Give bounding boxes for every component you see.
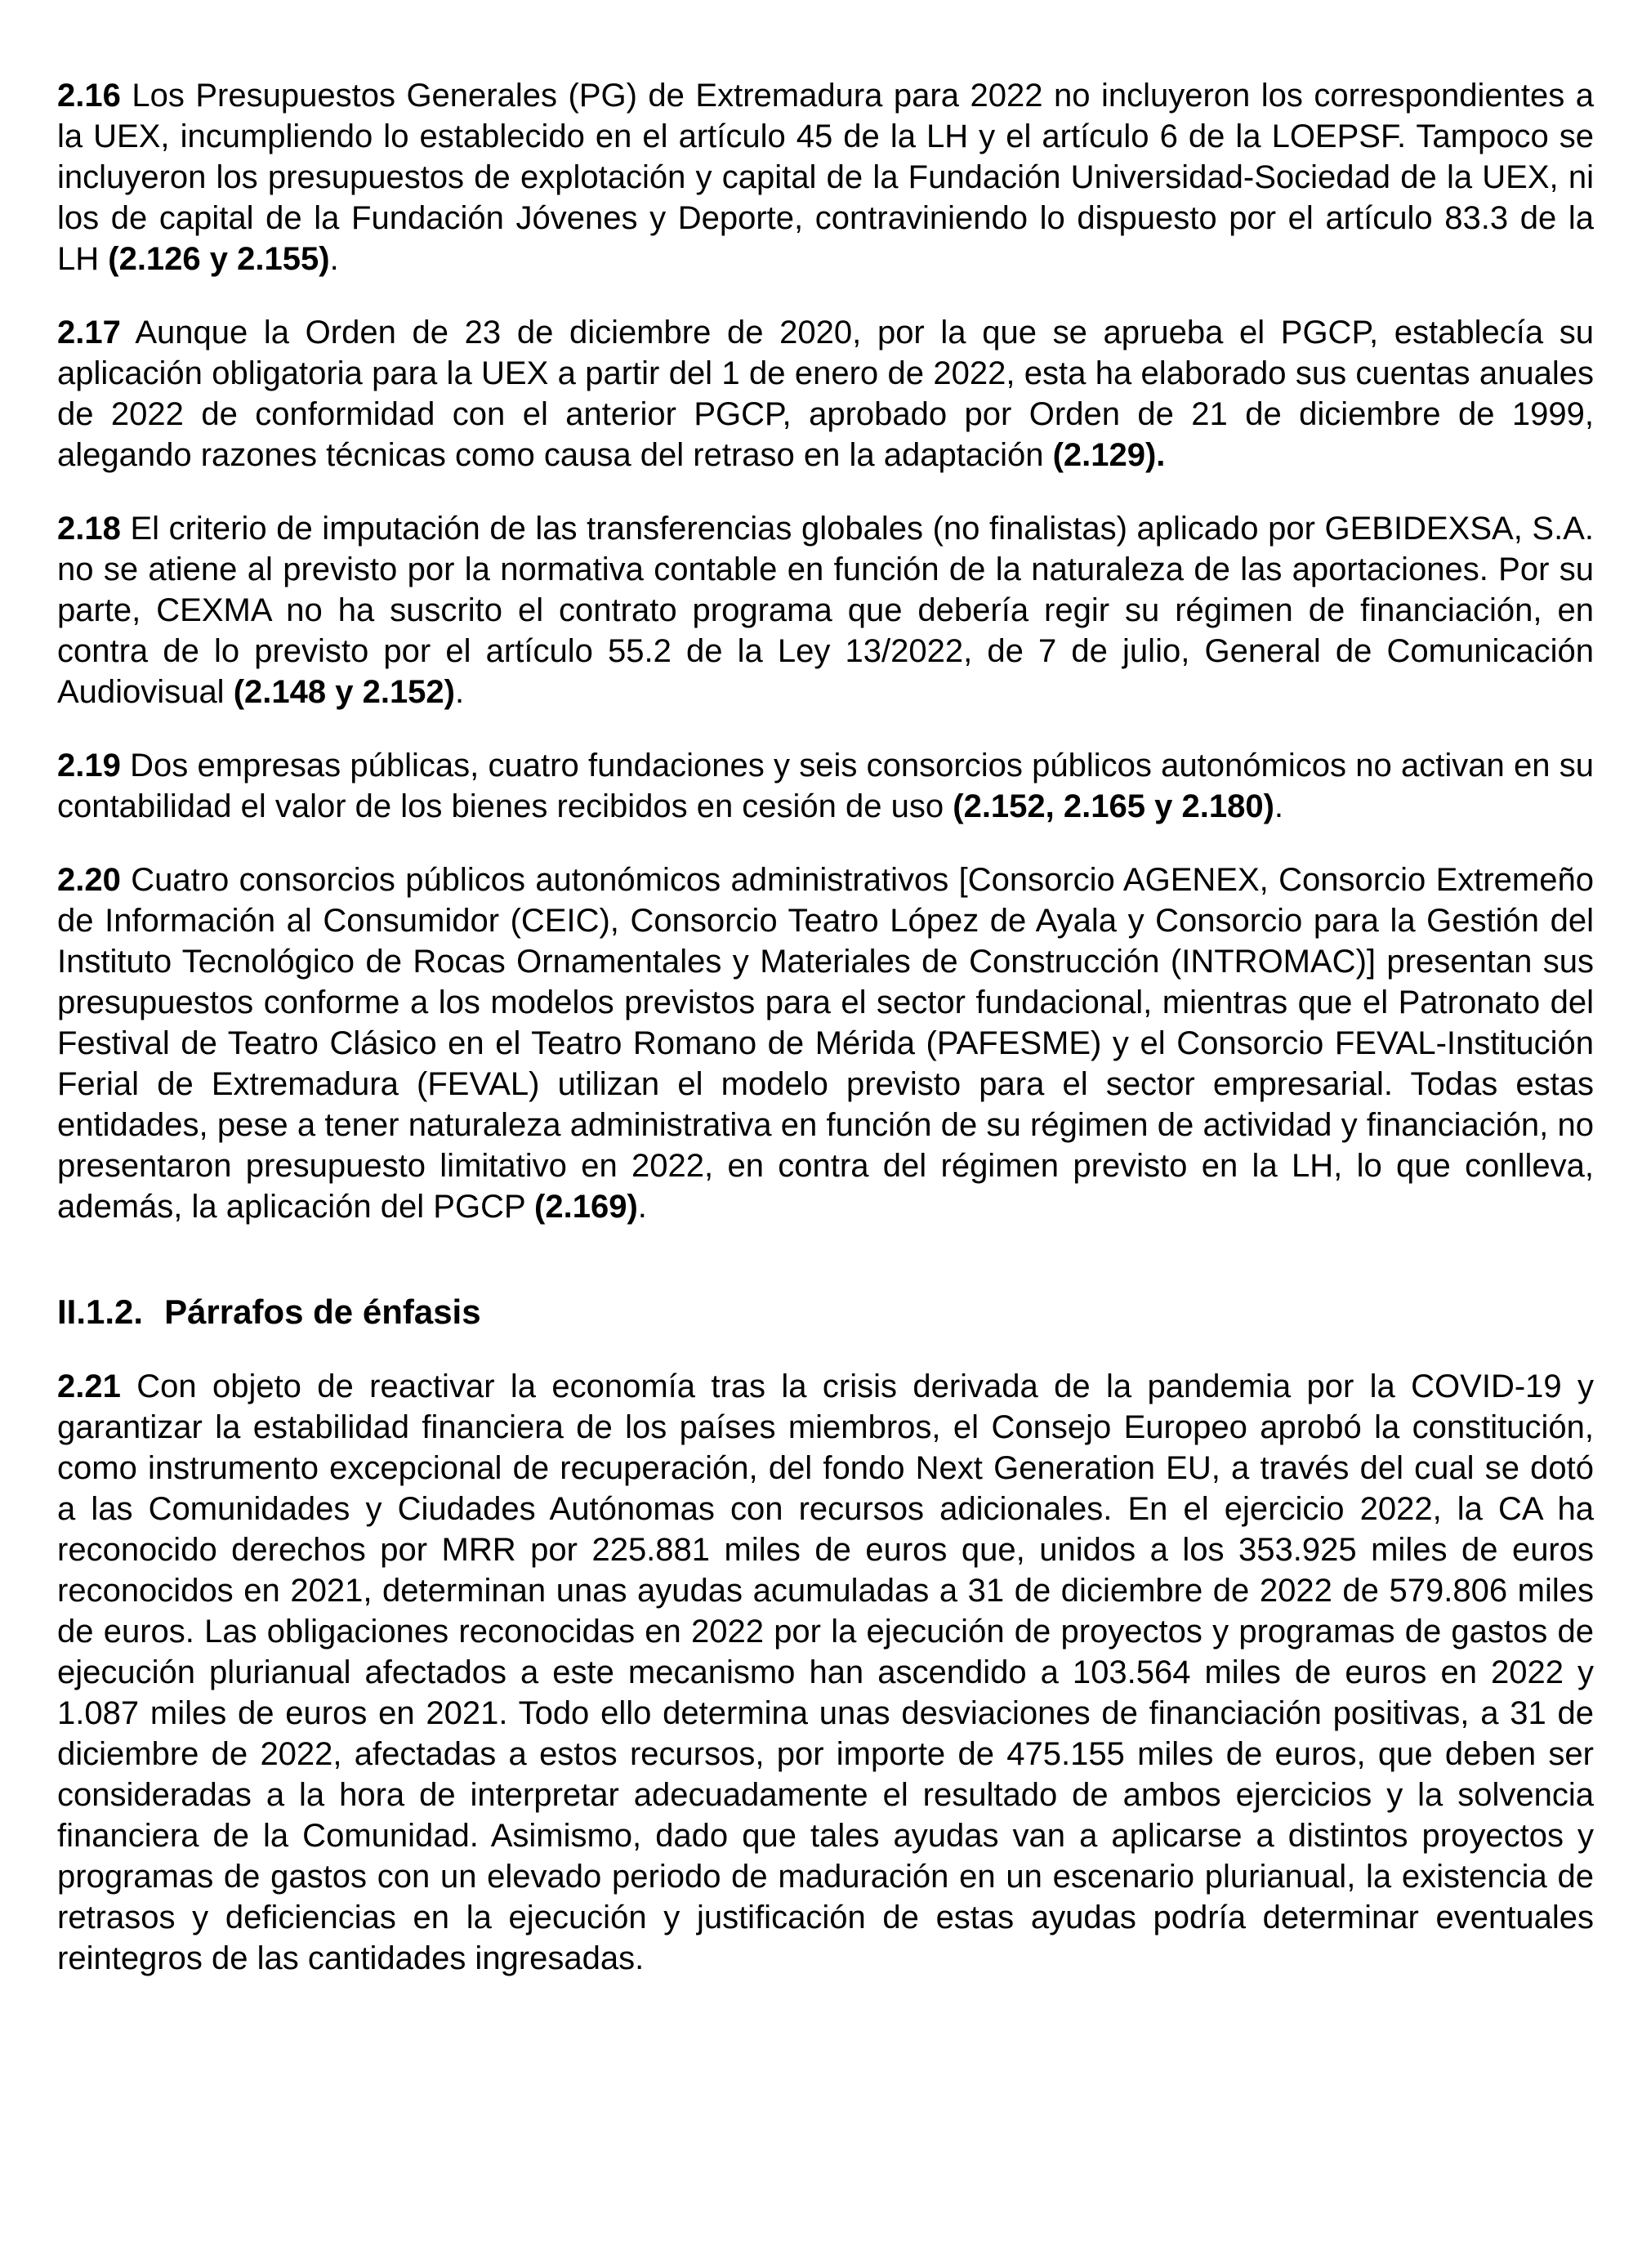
text-run: Con objeto de reactivar la economía tras la crisis derivada de la pandemia por la COVID-19 y garantizar la estabilidad financiera de los países miembros, el Consejo Europeo aprobó la constitución, como instrumento excepcional de recuperación, del fondo Next Generation EU, a través del cual se dotó a las Comunidades y Ciudades Autónomas con recursos adicionales. En el ejercicio 2022, la CA ha reconocido derechos por MRR por 225.881 miles de euros que, unidos a los 353.925 miles de euros reconocidos en 2021, determinan unas ayudas acumuladas a 31 de diciembre de 2022 de 579.806 miles de euros. Las obligaciones reconocidas en 2022 por la ejecución de proyectos y programas de gastos de ejecución plurianual afectados a este mecanismo han ascendido a 103.564 miles de euros en 2022 y 1.087 miles de euros en 2021. Todo ello determina unas desviaciones de financiación positivas, a 31 de diciembre de 2022, afectadas a estos recursos, por importe de 475.155 miles de euros, que deben ser consideradas a la hora de interpretar adecuadamente el resultado de ambos ejercicios y la solvencia financiera de la Comunidad. Asimismo, dado que tales ayudas van a aplicarse a distintos proyectos y programas de gastos con un elevado periodo de maduración en un escenario plurianual, la existencia de retrasos y deficiencias en la ejecución y justificación de estas ayudas podría determinar eventuales reintegros de las cantidades ingresadas.	[57, 1368, 1594, 1976]
text-run-bold: (2.129).	[1052, 437, 1166, 473]
text-run-bold: (2.148 y 2.152)	[233, 674, 455, 710]
text-run: Dos empresas públicas, cuatro fundaciones y seis consorcios públicos autonómicos no activan en su contabilidad el valor de los bienes recibidos en cesión de uso	[57, 748, 1594, 824]
report-text-blocks	[57, 75, 1594, 1979]
text-run-bold: (2.126 y 2.155)	[108, 241, 330, 277]
text-run-bold: 2.16	[57, 78, 121, 114]
text-run-bold: 2.20	[57, 862, 121, 898]
text-run: .	[637, 1189, 647, 1225]
text-run-bold: 2.21	[57, 1368, 121, 1404]
paragraph-2-21	[57, 1366, 1594, 1979]
text-run: Aunque la Orden de 23 de diciembre de 2020, por la que se aprueba el PGCP, establecía su aplicación obligatoria para la UEX a partir del 1 de enero de 2022, esta ha elaborado sus cuentas anuales de 2022 de conformidad con el anterior PGCP, aprobado por Orden de 21 de diciembre de 1999, alegando razones técnicas como causa del retraso en la adaptación	[57, 315, 1594, 473]
paragraph-2-16	[57, 75, 1594, 279]
section-heading-II-1-2	[57, 1291, 1594, 1333]
text-run: Cuatro consorcios públicos autonómicos administrativos [Consorcio AGENEX, Consorcio Extremeño de Información al Consumidor (CEIC), Consorcio Teatro López de Ayala y Consorcio para la Gestión del Instituto Tecnológico de Rocas Ornamentales y Materiales de Construcción (INTROMAC)] presentan sus presupuestos conforme a los modelos previstos para el sector fundacional, mientras que el Patronato del Festival de Teatro Clásico en el Teatro Romano de Mérida (PAFESME) y el Consorcio FEVAL-Institución Ferial de Extremadura (FEVAL) utilizan el modelo previsto para el sector empresarial. Todas estas entidades, pese a tener naturaleza administrativa en función de su régimen de actividad y financiación, no presentaron presupuesto limitativo en 2022, en contra del régimen previsto en la LH, lo que conlleva, además, la aplicación del PGCP	[57, 862, 1594, 1225]
text-run: .	[1274, 788, 1284, 824]
text-run: Los Presupuestos Generales (PG) de Extremadura para 2022 no incluyeron los correspondientes a la UEX, incumpliendo lo establecido en el artículo 45 de la LH y el artículo 6 de la LOEPSF. Tampoco se incluyeron los presupuestos de explotación y capital de la Fundación Universidad-Sociedad de la UEX, ni los de capital de la Fundación Jóvenes y Deporte, contraviniendo lo dispuesto por el artículo 83.3 de la LH	[57, 78, 1594, 277]
text-run-bold: 2.17	[57, 315, 121, 350]
text-run-bold: 2.18	[57, 511, 121, 547]
text-run: .	[455, 674, 465, 710]
text-run-bold: (2.152, 2.165 y 2.180)	[953, 788, 1274, 824]
heading-number: II.1.2.	[57, 1292, 144, 1331]
text-run: .	[329, 241, 339, 277]
heading-title: Párrafos de énfasis	[164, 1292, 481, 1331]
paragraph-2-17	[57, 312, 1594, 475]
text-run-bold: 2.19	[57, 748, 121, 784]
paragraph-2-20	[57, 859, 1594, 1227]
text-run: El criterio de imputación de las transferencias globales (no finalistas) aplicado por GEBIDEXSA, S.A. no se atiene al previsto por la normativa contable en función de la naturaleza de las aportaciones. Por su parte, CEXMA no ha suscrito el contrato programa que debería regir su régimen de financiación, en contra de lo previsto por el artículo 55.2 de la Ley 13/2022, de 7 de julio, General de Comunicación Audiovisual	[57, 511, 1594, 710]
paragraph-2-18	[57, 508, 1594, 712]
text-run-bold: (2.169)	[534, 1189, 638, 1225]
paragraph-2-19	[57, 745, 1594, 827]
